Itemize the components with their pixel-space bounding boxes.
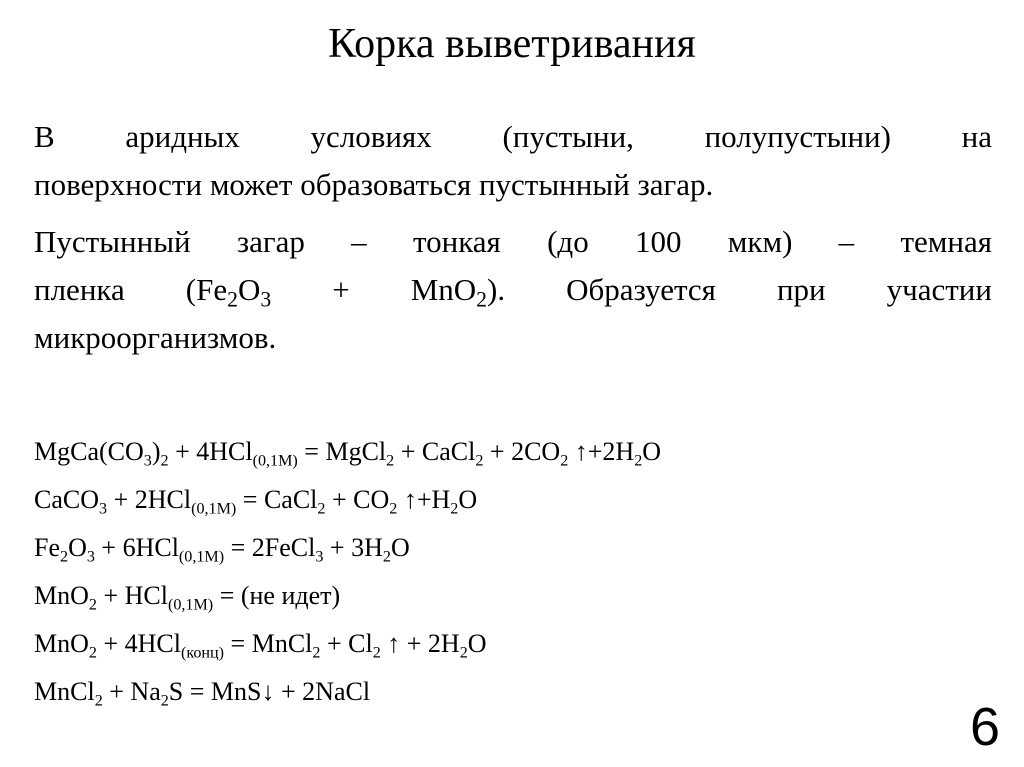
subscript: 3 <box>99 500 108 518</box>
equation-text: S = MnS↓ + 2NaCl <box>168 677 371 706</box>
subscript: 2 <box>94 692 103 710</box>
subscript: 2 <box>459 644 468 662</box>
subscript: (0,1M) <box>167 596 214 614</box>
equation-text: + CO <box>325 485 390 514</box>
equation-text: O <box>68 533 87 562</box>
subscript: 2 <box>88 596 97 614</box>
subscript: (0,1M) <box>252 452 298 470</box>
equation-text: + Cl <box>320 629 373 658</box>
equation-line <box>34 524 661 572</box>
text-fragment: O <box>237 272 261 307</box>
subscript: 2 <box>312 644 321 662</box>
paragraph-desert-tan-definition <box>34 218 992 362</box>
subscript: (0,1M) <box>178 548 225 566</box>
subscript: 2 <box>88 644 97 662</box>
subscript: 3 <box>315 548 324 566</box>
slide-title: Корка выветривания <box>328 21 696 67</box>
subscript: 3 <box>260 287 272 312</box>
subscript: 2 <box>160 452 169 470</box>
equation-text: MnO <box>34 629 89 658</box>
paragraph-desert-tan <box>34 113 992 209</box>
equation-text: + 2CO <box>483 437 561 466</box>
equation-text: + 3H <box>323 533 383 562</box>
equation-line <box>34 572 661 620</box>
paragraph-line: поверхности может образоваться пустынный загар. <box>34 167 714 202</box>
paragraph-line: Пустынный загар – тонкая (до 100 мкм) – темная <box>34 224 992 259</box>
equation-text: + 4HCl <box>168 437 253 466</box>
equation-text: CaCO <box>34 485 99 514</box>
equation-text: O <box>458 485 478 514</box>
subscript: 2 <box>372 644 381 662</box>
subscript: 2 <box>382 548 391 566</box>
subscript: 3 <box>143 452 152 470</box>
subscript: 2 <box>475 452 484 470</box>
equation-text: + HCl <box>96 581 168 610</box>
equation-text: + 4HCl <box>96 629 181 658</box>
equation-text: = 2FeCl <box>224 533 316 562</box>
equation-line <box>34 620 661 668</box>
paragraph-line <box>34 266 992 314</box>
equation-text: = MgCl <box>297 437 387 466</box>
subscript: 2 <box>389 500 398 518</box>
equation-text: = CaCl <box>236 485 318 514</box>
subscript: (конц) <box>180 644 225 662</box>
subscript: 2 <box>227 287 238 312</box>
subscript: (0,1M) <box>191 500 237 518</box>
equation-text: MnO <box>34 581 89 610</box>
equation-text: ↑ + 2H <box>380 629 460 658</box>
equation-text: = MnCl <box>224 629 313 658</box>
paragraph-line: микроорганизмов. <box>34 320 277 355</box>
equation-text: ↑+H <box>397 485 451 514</box>
equation-text: ) <box>151 437 161 466</box>
subscript: 2 <box>476 287 488 312</box>
equation-line <box>34 476 661 524</box>
page-number: 6 <box>969 697 1000 757</box>
equation-text: O <box>390 533 410 562</box>
equation-text: Fe <box>34 533 60 562</box>
equation-text: O <box>642 437 662 466</box>
subscript: 2 <box>634 452 643 470</box>
equation-line <box>34 668 661 716</box>
equation-text: + CaCl <box>394 437 476 466</box>
text-fragment: + MnO <box>271 272 477 307</box>
equation-text: MnCl <box>34 677 95 706</box>
text-fragment: пленка (Fe <box>34 272 228 307</box>
reaction-equations <box>34 428 661 716</box>
subscript: 2 <box>386 452 395 470</box>
equation-text: = (не идет) <box>213 581 341 610</box>
subscript: 2 <box>317 500 326 518</box>
subscript: 2 <box>560 452 569 470</box>
equation-text: ↑+2H <box>568 437 635 466</box>
subscript: 2 <box>160 692 169 710</box>
equation-text: + 2HCl <box>107 485 192 514</box>
subscript: 2 <box>60 548 69 566</box>
equation-text: + Na <box>102 677 161 706</box>
subscript: 3 <box>86 548 95 566</box>
equation-text: MgCa(CO <box>34 437 144 466</box>
equation-text: O <box>467 629 487 658</box>
equation-line <box>34 428 661 476</box>
equation-text: + 6HCl <box>94 533 179 562</box>
paragraph-line: В аридных условиях (пустыни, полупустыни) на <box>34 119 992 154</box>
text-fragment: ). Образуется при участии <box>487 272 992 307</box>
subscript: 2 <box>450 500 459 518</box>
